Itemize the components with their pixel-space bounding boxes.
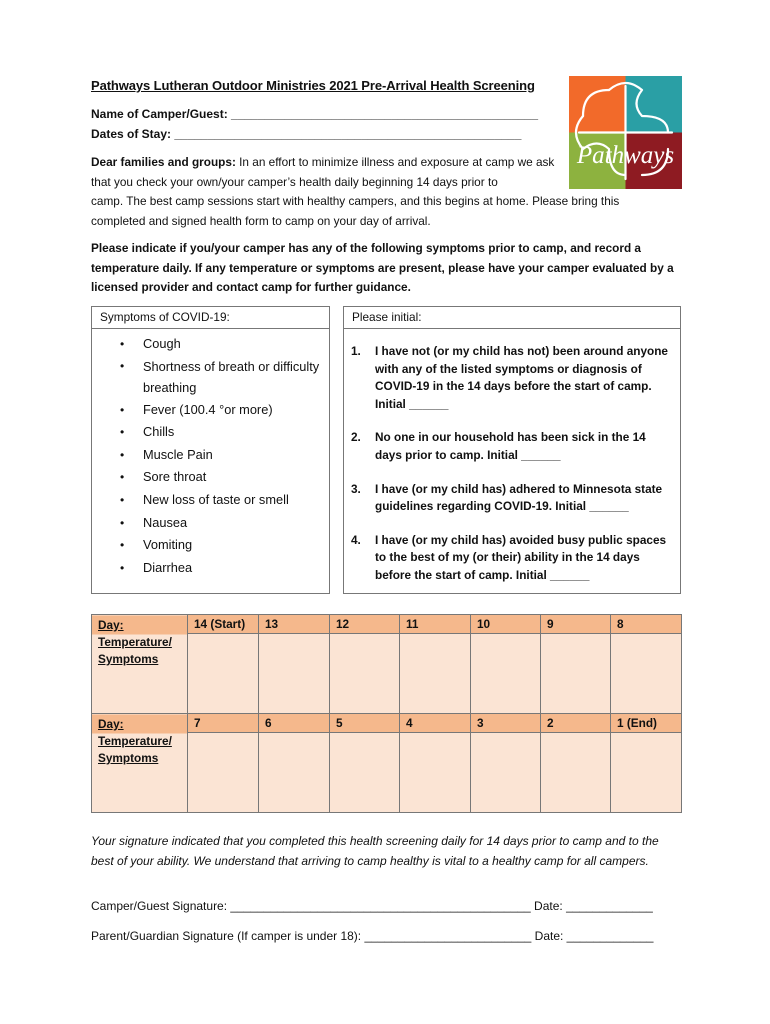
- temp-cell[interactable]: [330, 634, 400, 714]
- symptom-item: • Vomiting: [114, 534, 324, 557]
- parent-signature-line[interactable]: Parent/Guardian Signature (If camper is under 18): _________________________ Date: _____________: [91, 929, 654, 943]
- day-cell: 8: [611, 615, 682, 634]
- symptom-instructions: Please indicate if you/your camper has any of the following symptoms prior to camp, and record a temperature daily. If any temperature or symptoms are present, please have your camper evaluated by a licensed provider and contact camp for further guidance.: [91, 241, 674, 294]
- intro-text-part1: In an effort to minimize illness and exposure at camp we ask that you check your own/your camper’s health daily beginning 14 days prior to: [91, 155, 555, 189]
- day-row-week1: [92, 615, 682, 634]
- row-label-week1: [92, 615, 188, 714]
- day-cell: 5: [330, 714, 400, 733]
- temp-cell[interactable]: [471, 634, 541, 714]
- symptom-item: • New loss of taste or smell: [114, 489, 324, 512]
- symptom-item: • Fever (100.4 °or more): [114, 399, 324, 422]
- symptom-item: • Chills: [114, 421, 324, 444]
- symptom-item: • Shortness of breath or difficulty breathing: [114, 356, 324, 399]
- day-label: Day:: [98, 618, 124, 632]
- temperature-label: Temperature/ Symptoms: [98, 734, 172, 765]
- symptoms-list: [114, 333, 324, 579]
- initial-item[interactable]: [351, 429, 669, 464]
- day-cell: 4: [400, 714, 471, 733]
- intro-lead: Dear families and groups:: [91, 155, 236, 169]
- temp-cell[interactable]: [259, 733, 330, 813]
- initial-number: 1.: [351, 344, 361, 358]
- initial-item[interactable]: [351, 343, 669, 413]
- initial-text: I have (or my child has) adhered to Minnesota state guidelines regarding COVID-19. Initial ______: [375, 481, 663, 514]
- initial-number: 2.: [351, 430, 361, 445]
- temperature-log-table: [91, 614, 682, 813]
- row-label-week2: [92, 714, 188, 813]
- initial-number: 4.: [351, 532, 361, 547]
- temperature-label: Temperature/ Symptoms: [98, 635, 172, 666]
- day-cell: 10: [471, 615, 541, 634]
- symptom-item: • Muscle Pain: [114, 444, 324, 467]
- temp-cell[interactable]: [611, 733, 682, 813]
- day-cell: 3: [471, 714, 541, 733]
- initial-item[interactable]: [351, 532, 669, 585]
- day-cell: 7: [188, 714, 259, 733]
- initial-number: 3.: [351, 481, 361, 496]
- symptom-item: • Sore throat: [114, 466, 324, 489]
- initials-box: [343, 306, 681, 594]
- day-cell: 9: [541, 615, 611, 634]
- intro-text-part2: camp. The best camp sessions start with healthy campers, and this begins at home. Please bring this completed and signed health form to camp on your day of arrival.: [91, 194, 620, 228]
- intro-paragraph: [91, 153, 561, 192]
- symptom-item: • Nausea: [114, 512, 324, 535]
- signature-note: Your signature indicated that you completed this health screening daily for 14 days prior to camp and to the best of your ability. We understand that arriving to camp healthy is vital to a healthy camp for all campers.: [91, 834, 659, 868]
- initials-heading: Please initial:: [352, 310, 422, 324]
- day-cell: 1 (End): [611, 714, 682, 733]
- camper-name-field[interactable]: Name of Camper/Guest: ______________________________________________: [91, 107, 539, 121]
- temp-cell[interactable]: [611, 634, 682, 714]
- day-cell: 11: [400, 615, 471, 634]
- dates-of-stay-field[interactable]: Dates of Stay: ____________________________________________________: [91, 127, 522, 141]
- camper-signature-line[interactable]: Camper/Guest Signature: _____________________________________________ Date: _____________: [91, 899, 653, 913]
- initial-text: I have (or my child has) avoided busy public spaces to the best of my (or their) ability in the 14 days before the start of camp. Initial ______: [375, 532, 667, 582]
- temp-cell[interactable]: [471, 733, 541, 813]
- day-cell: 6: [259, 714, 330, 733]
- symptom-item: • Cough: [114, 333, 324, 356]
- temp-cell[interactable]: [259, 634, 330, 714]
- initials-list: [351, 343, 669, 601]
- day-row-week2: [92, 714, 682, 733]
- day-cell: 14 (Start): [188, 615, 259, 634]
- day-label: Day:: [98, 717, 124, 731]
- temp-cell[interactable]: [541, 733, 611, 813]
- temp-cell[interactable]: [400, 733, 471, 813]
- day-cell: 2: [541, 714, 611, 733]
- initial-text: No one in our household has been sick in the 14 days prior to camp. Initial ______: [375, 430, 646, 462]
- temp-cell[interactable]: [541, 634, 611, 714]
- temp-cell[interactable]: [188, 733, 259, 813]
- pathways-logo: [569, 76, 682, 189]
- symptoms-heading: Symptoms of COVID-19:: [100, 310, 230, 324]
- initial-item[interactable]: [351, 481, 669, 516]
- day-cell: 12: [330, 615, 400, 634]
- temp-cell[interactable]: [400, 634, 471, 714]
- day-cell: 13: [259, 615, 330, 634]
- symptoms-divider: [92, 328, 329, 329]
- initials-divider: [344, 328, 680, 329]
- initial-text: I have not (or my child has not) been around anyone with any of the listed symptoms or diagnosis of COVID-19 in the 14 days before the start of camp. Initial ______: [375, 344, 668, 411]
- form-title: Pathways Lutheran Outdoor Ministries 2021 Pre-Arrival Health Screening: [91, 78, 535, 93]
- logo-wordmark: Pathways: [576, 142, 675, 169]
- symptoms-box: [91, 306, 330, 594]
- temp-cell[interactable]: [330, 733, 400, 813]
- temp-cell[interactable]: [188, 634, 259, 714]
- symptom-item: • Diarrhea: [114, 557, 324, 580]
